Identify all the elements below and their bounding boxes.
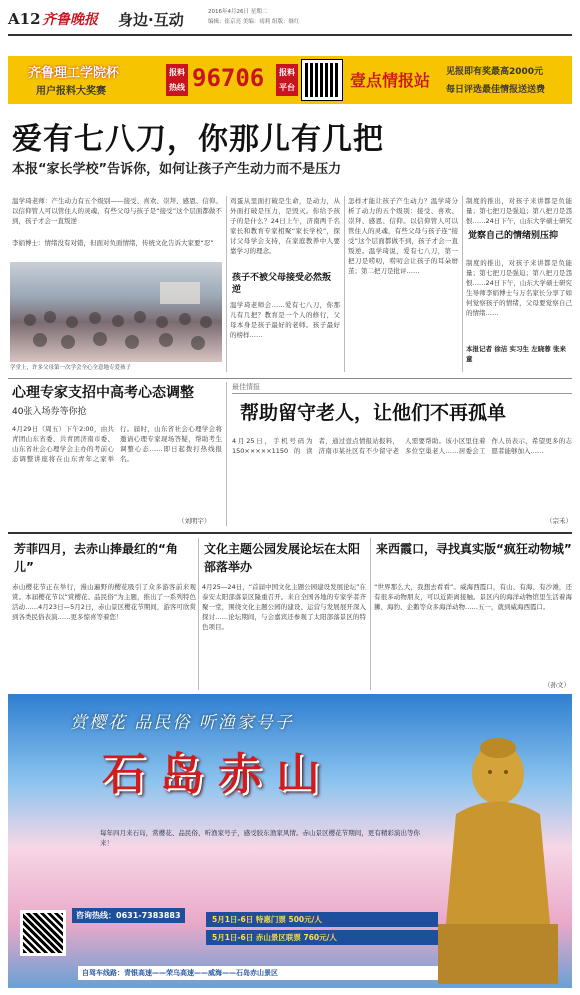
- main-headline: 爱有七八刀，你那儿有几把: [12, 122, 384, 157]
- section-name: 身边·互动: [118, 11, 184, 29]
- story-exam-title: 心理专家支招中高考心态调整: [12, 385, 194, 401]
- column-rule: [198, 538, 199, 690]
- tag-best-report: 最佳情报: [232, 382, 572, 394]
- issue-date: 2016年4月26日 星期二: [208, 9, 268, 15]
- brand-logo: 壹点情报站: [350, 71, 431, 90]
- column-rule: [344, 196, 345, 372]
- section-divider: [8, 378, 572, 379]
- story-sakura-body: 赤山樱花节正在举行，漫山遍野的樱花吸引了众多游客前来观赏。本届樱花节以“赏樱花、品民俗”为主题，推出了一系列特色活动……4月23日—5月2日，赤山景区樱花节期间，游客可欣赏到各类民俗表演……更多惊喜等着您！: [12, 583, 196, 621]
- hotline-number: 96706: [192, 64, 265, 92]
- ad-price-2: 5月1日-6日 赤山景区联票 760元/人: [206, 930, 438, 945]
- masthead-rule: [8, 34, 572, 36]
- article-column-4: 制度的推出，对孩子来讲都是负能量；第七把刀是强迫；第八把刀是怨恨……24日下午，山东大学硕士研究: [466, 197, 572, 225]
- buddha-statue: [438, 734, 558, 984]
- lecture-photo: [10, 262, 222, 362]
- story-sakura-title: 芳菲四月，去赤山捧最红的“角儿”: [14, 542, 178, 574]
- ad-left-line2: 用户报料大奖赛: [36, 86, 106, 97]
- column-rule: [226, 382, 227, 526]
- article-column-3: 怎样才能让孩子产生动力？温学琦分析了动力的五个级别：接受、喜欢、崇拜、感恩、信仰。以信仰管人可以管住人的灵魂，有些父母与孩子连“接受”这个层面都做不到，孩子才会一直叛逆。温学琦说，爱有七八刀，第一把刀是唠叨，唠叨会让孩子的耳朵磨茧；第二把刀是批评……: [348, 197, 458, 275]
- story-elderly-title: 帮助留守老人，让他们不再孤单: [240, 402, 507, 424]
- section-divider: [8, 532, 572, 534]
- ad-route: 自驾车线路：青银高速——荣乌高速——威海——石岛赤山景区: [78, 966, 438, 980]
- platform-label: 报料平台: [276, 64, 298, 96]
- column-rule: [226, 196, 227, 372]
- story-exam-body: 4月29日（周五）下午2:00，由共青团山东省委、共青团济南市委、山东省社会心理学会主办的考前心态调整讲座将在山东青年之家举行。届时，山东省社会心理学会将邀请心理专家现场答疑，帮助考生调整心态……即日起拨打热线报名。: [12, 425, 222, 463]
- story-forum-body: 4月25—24日，“首届中国文化主题公园建设发展论坛”在泰安太阳部落景区隆重召开。来自全国各地的专家学者齐聚一堂，围绕文化主题公园的建设、运营与发展展开深入探讨……论坛期间，与会嘉宾还参观了太阳部落景区的特色项目。: [202, 583, 366, 631]
- story-forum-title: 文化主题公园发展论坛在太阳部落举办: [204, 542, 361, 574]
- story-exam-credit: （刘明宇）: [178, 517, 211, 525]
- story-xixiakou-title: 来西霞口，寻找真实版“疯狂动物城”: [376, 542, 572, 556]
- article-column-4b: 制度的推出，对孩子来讲都是负能量；第七把刀是强迫；第八把刀是怨恨……24日下午，山东大学硕士研究生导师李娟博士与万名家长分享了如何觉察孩子的情绪，父母要觉察自己的情绪……: [466, 259, 572, 317]
- ad-banner-top: [8, 56, 572, 104]
- ad-right-line1: 见报即有奖最高2000元: [446, 67, 544, 77]
- ad-hotline: 咨询热线：0631-7383883: [72, 908, 185, 923]
- ad-brand-title: 石岛赤山: [102, 749, 334, 800]
- story-xixiakou-credit: （孙文）: [544, 681, 570, 689]
- main-subheadline: 本报“家长学校”告诉你，如何让孩子产生动力而不是压力: [12, 162, 342, 177]
- subhead-emotions: 觉察自己的情绪别压抑: [468, 231, 559, 241]
- subhead-acceptance: 孩子不被父母接受必然叛逆: [232, 273, 332, 295]
- staff-credits: 编辑：崔京亮 美编：靖莉 组版：继红: [208, 19, 300, 25]
- column-rule: [462, 196, 463, 372]
- story-elderly-body: 4月25日，手机号码为150×××××1150的读者，通过壹点情报站报料，济南市某社区有不少留守老人需要帮助。该小区里住着多位空巢老人……居委会工作人员表示，希望更多的志愿者能够加入……: [232, 437, 572, 455]
- qr-code: [302, 60, 342, 100]
- ad-left-line1: 齐鲁理工学院杯: [28, 66, 120, 81]
- ad-info-text: 每年四月来石岛，赏樱花、品民俗、听渔家号子，感受胶东渔家风情。赤山景区樱花节期间，更有精彩演出等你来！: [100, 829, 420, 847]
- lead-paragraph-2: 李娟博士：情绪没有对错，但面对负面情绪，传统文化告诉大家要“忍”: [12, 239, 214, 247]
- ad-right-line2: 每日评选最佳情报送送费: [446, 85, 546, 95]
- lead-paragraph: 温学琦老师：产生动力有五个级别——接受、喜欢、崇拜、感恩、信仰。以信仰管人可以管住人的灵魂，有些父母与孩子是“接受”这个层面都做不到，孩子才会一直叛逆: [12, 197, 222, 225]
- photo-caption: 学堂上，许多父母第一次学会全心全意地专爱孩子: [10, 365, 132, 371]
- hotline-box: 报料热线: [166, 64, 188, 96]
- story-elderly-credit: （宗禾）: [546, 517, 572, 525]
- article-column-2: 鸡蛋从里面打破是生命，是动力，从外面打破是压力，是毁灭。你给予孩子的是什么？24日上午，济南两千名家长和教育专家相聚“家长学校”，探讨父母学会支持，在家庭教养中人要靠学习的理念。: [230, 197, 340, 255]
- page-number: A12: [8, 10, 41, 28]
- story-exam-subtitle: 40张入场券等你抢: [12, 407, 87, 417]
- ad-qr-code: [20, 910, 66, 956]
- story-xixiakou-body: “世界那么大，我想去看看”。威海西霞口，有山、有海、有沙滩，还有很多动物朋友，可以近距离接触。景区内的海洋动物馆里生活着海狮、海豹、企鹅等众多海洋动物……五一，就到威海西霞口。: [374, 583, 572, 611]
- masthead: [8, 6, 572, 36]
- column-rule: [370, 538, 371, 690]
- statue-illustration: [438, 734, 558, 984]
- ad-slogan: 赏樱花 品民俗 听渔家号子: [70, 713, 294, 733]
- paper-logo: 齐鲁晚报: [42, 12, 98, 28]
- audience-illustration: [10, 262, 222, 362]
- ad-banner-bottom: [8, 694, 572, 988]
- reporter-credit: 本报记者 徐洁 实习生 左晓蓉 张来童: [466, 345, 567, 363]
- article-column-2b: 温学琦老师会……爱有七八刀，你那儿有几把？教育是一个人的修行，父母本身是孩子最好的老师。孩子最好的榜样……: [230, 301, 340, 339]
- ad-price-1: 5月1日-6日 特惠门票 500元/人: [206, 912, 438, 927]
